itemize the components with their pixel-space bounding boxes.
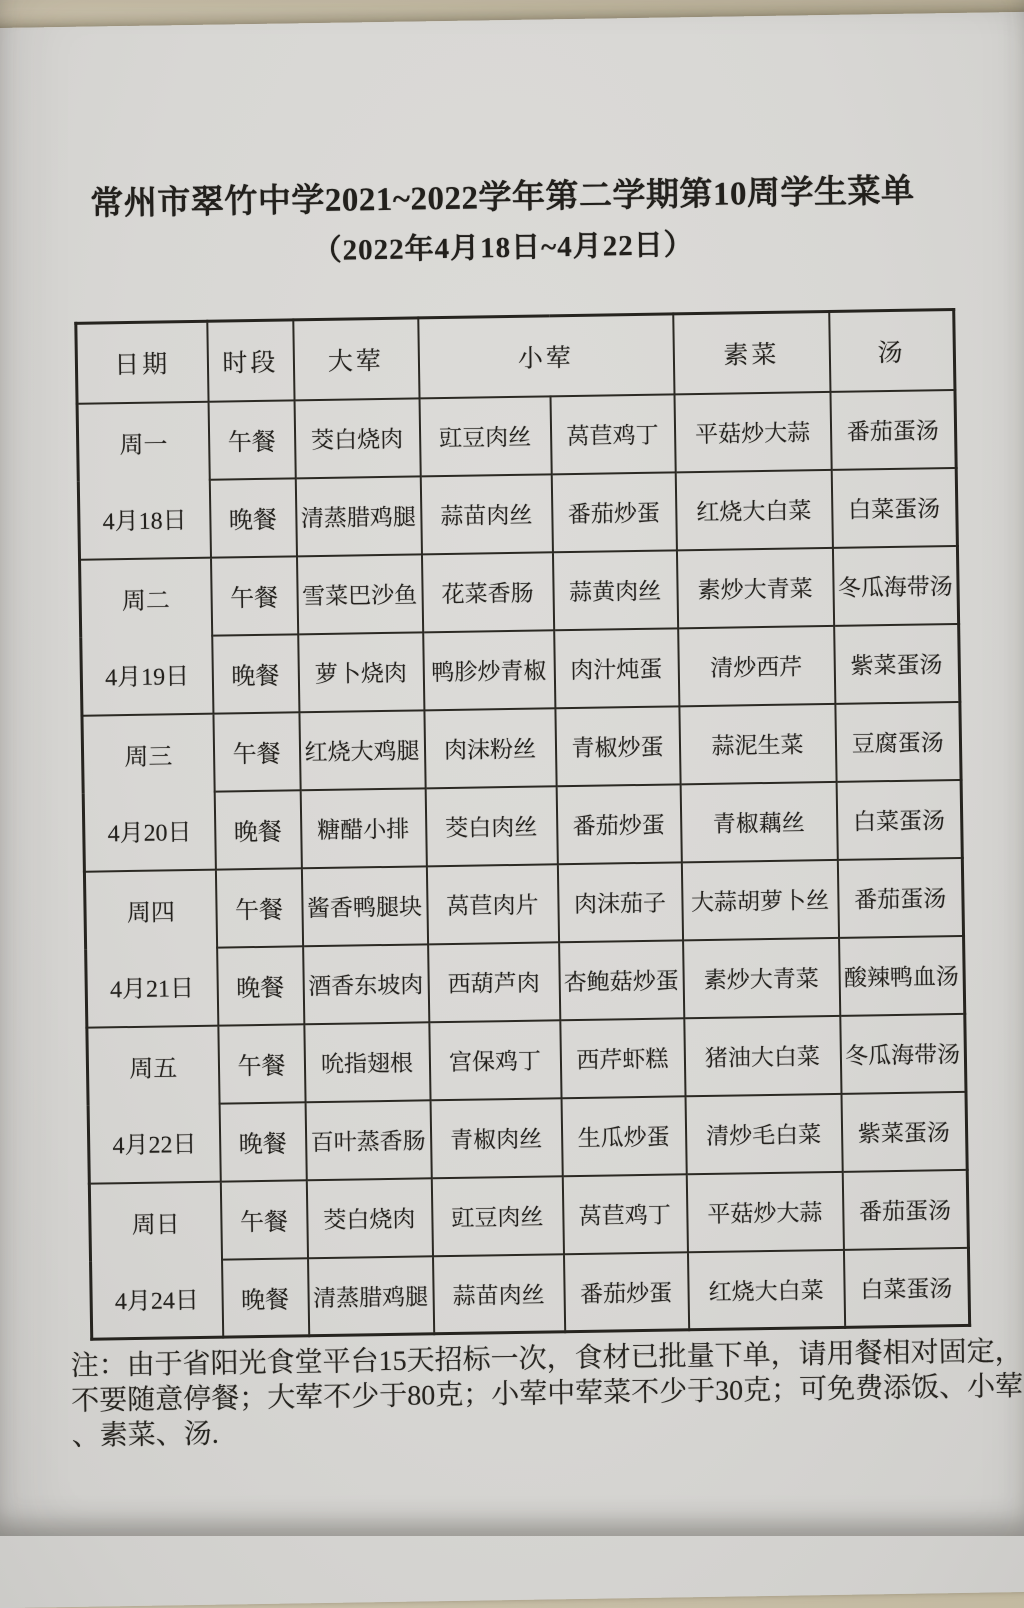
column-header-main-dish: 大荤 xyxy=(293,318,419,400)
menu-row-mon-dinner xyxy=(78,467,957,559)
day-cell-thu xyxy=(84,869,217,1027)
footnote-line: 、素菜、汤. xyxy=(72,1404,1022,1454)
dish-cell: 茭白肉丝 xyxy=(425,786,557,866)
menu-row-fri-lunch xyxy=(87,1013,966,1105)
menu-row-fri-dinner xyxy=(88,1091,967,1183)
dish-cell: 番茄蛋汤 xyxy=(837,857,963,937)
day-date: 4月22日 xyxy=(112,1124,197,1160)
day-date: 4月19日 xyxy=(105,656,190,692)
dish-cell: 白菜蛋汤 xyxy=(836,779,962,859)
dish-cell: 豆腐蛋汤 xyxy=(835,701,961,781)
menu-row-thu-lunch xyxy=(84,857,963,949)
dish-cell: 蒜泥生菜 xyxy=(679,703,836,783)
dish-cell: 红烧大鸡腿 xyxy=(299,710,425,790)
day-cell-wed xyxy=(82,713,215,871)
column-header-soup: 汤 xyxy=(829,310,955,392)
dish-cell: 蒜黄肉丝 xyxy=(552,550,677,630)
dish-cell: 清炒毛白菜 xyxy=(685,1093,842,1173)
footnote-line: 不要随意停餐；大荤不少于80克；小荤中荤菜不少于30克；可免费添饭、小荤 xyxy=(71,1369,1021,1419)
dish-cell: 豇豆肉丝 xyxy=(419,396,551,476)
dish-cell: 猪油大白菜 xyxy=(684,1015,841,1095)
dish-cell: 莴苣肉片 xyxy=(426,864,558,944)
dish-cell: 杏鲍菇炒蛋 xyxy=(559,940,684,1020)
dish-cell: 肉沫粉丝 xyxy=(424,708,556,788)
dish-cell: 花菜香肠 xyxy=(421,552,553,632)
dish-cell: 红烧大白菜 xyxy=(687,1249,844,1329)
dish-cell: 青椒肉丝 xyxy=(430,1098,562,1178)
meal-period-cell: 晚餐 xyxy=(217,946,304,1025)
header-row xyxy=(76,310,955,404)
dish-cell: 西芹虾糕 xyxy=(560,1018,685,1098)
dish-cell: 白菜蛋汤 xyxy=(831,467,957,547)
menu-row-sun-dinner xyxy=(91,1247,970,1339)
dish-cell: 平菇炒大蒜 xyxy=(686,1171,843,1251)
menu-row-tue-dinner xyxy=(81,623,960,715)
dish-cell: 蒜苗肉丝 xyxy=(420,474,552,554)
dish-cell: 肉汁炖蛋 xyxy=(554,628,679,708)
day-date: 4月18日 xyxy=(102,500,187,536)
day-name: 周二 xyxy=(122,580,171,616)
menu-row-sun-lunch xyxy=(89,1169,968,1261)
dish-cell: 茭白烧肉 xyxy=(294,398,420,478)
dish-cell: 素炒大青菜 xyxy=(683,937,840,1017)
dish-cell: 肉沫茄子 xyxy=(557,862,682,942)
meal-period-cell: 午餐 xyxy=(218,1024,305,1103)
page-title: 常州市翠竹中学2021~2022学年第二学期第10周学生菜单 xyxy=(0,170,1024,227)
menu-row-wed-lunch xyxy=(82,701,961,793)
dish-cell: 番茄蛋汤 xyxy=(842,1169,968,1249)
meal-period-cell: 晚餐 xyxy=(212,634,299,713)
dish-cell: 茭白烧肉 xyxy=(306,1178,432,1258)
dish-cell: 清炒西芹 xyxy=(678,625,835,705)
footnote xyxy=(70,1334,1022,1454)
footnote-line: 注：由于省阳光食堂平台15天招标一次，食材已批量下单，请用餐相对固定， xyxy=(70,1334,1020,1384)
day-name: 周一 xyxy=(119,424,168,460)
meal-period-cell: 午餐 xyxy=(213,712,300,791)
dish-cell: 莴苣鸡丁 xyxy=(562,1174,687,1254)
dish-cell: 大蒜胡萝卜丝 xyxy=(681,859,838,939)
page-subtitle: （2022年4月18日~4月22日） xyxy=(0,216,1024,274)
dish-cell: 青椒炒蛋 xyxy=(555,706,680,786)
dish-cell: 酒香东坡肉 xyxy=(303,944,429,1024)
dish-cell: 紫菜蛋汤 xyxy=(841,1091,967,1171)
column-header-period: 时段 xyxy=(207,320,294,401)
meal-period-cell: 午餐 xyxy=(215,868,302,947)
dish-cell: 番茄炒蛋 xyxy=(563,1252,688,1332)
dish-cell: 青椒藕丝 xyxy=(680,781,837,861)
day-cell-fri xyxy=(87,1025,220,1183)
dish-cell: 萝卜烧肉 xyxy=(298,632,424,712)
dish-cell: 番茄蛋汤 xyxy=(830,389,956,469)
column-header-vegetable: 素菜 xyxy=(673,311,830,393)
menu-row-thu-dinner xyxy=(86,935,965,1027)
dish-cell: 清蒸腊鸡腿 xyxy=(308,1256,434,1336)
day-date: 4月24日 xyxy=(115,1280,200,1316)
column-header-date: 日期 xyxy=(76,321,208,403)
day-date: 4月20日 xyxy=(107,812,192,848)
dish-cell: 冬瓜海带汤 xyxy=(840,1013,966,1093)
menu-table xyxy=(74,308,971,1341)
meal-period-cell: 午餐 xyxy=(210,556,297,635)
dish-cell: 白菜蛋汤 xyxy=(843,1247,969,1327)
menu-row-tue-lunch xyxy=(80,545,959,637)
dish-cell: 宫保鸡丁 xyxy=(429,1020,561,1100)
meal-period-cell: 晚餐 xyxy=(214,790,301,869)
day-name: 周日 xyxy=(131,1204,180,1240)
dish-cell: 酸辣鸭血汤 xyxy=(839,935,965,1015)
dish-cell: 清蒸腊鸡腿 xyxy=(295,476,421,556)
meal-period-cell: 午餐 xyxy=(208,400,295,479)
menu-paper-sheet xyxy=(0,12,1024,1608)
menu-row-wed-dinner xyxy=(83,779,962,871)
column-header-half-meat: 小荤 xyxy=(418,314,674,398)
meal-period-cell: 晚餐 xyxy=(222,1258,309,1337)
day-cell-tue xyxy=(80,557,213,715)
dish-cell: 生瓜炒蛋 xyxy=(561,1096,686,1176)
dish-cell: 莴苣鸡丁 xyxy=(550,394,675,474)
dish-cell: 酱香鸭腿块 xyxy=(301,866,427,946)
day-name: 周五 xyxy=(129,1048,178,1084)
dish-cell: 素炒大青菜 xyxy=(676,547,833,627)
meal-period-cell: 晚餐 xyxy=(209,478,296,557)
dish-cell: 蒜苗肉丝 xyxy=(432,1254,564,1334)
dish-cell: 番茄炒蛋 xyxy=(556,784,681,864)
dish-cell: 红烧大白菜 xyxy=(675,469,832,549)
day-name: 周三 xyxy=(124,736,173,772)
dish-cell: 紫菜蛋汤 xyxy=(834,623,960,703)
dish-cell: 西葫芦肉 xyxy=(428,942,560,1022)
day-name: 周四 xyxy=(127,892,176,928)
dish-cell: 鸭胗炒青椒 xyxy=(423,630,555,710)
day-cell-mon xyxy=(77,401,210,559)
dish-cell: 平菇炒大蒜 xyxy=(674,391,831,471)
dish-cell: 百叶蒸香肠 xyxy=(305,1100,431,1180)
day-date: 4月21日 xyxy=(110,968,195,1004)
dish-cell: 冬瓜海带汤 xyxy=(832,545,958,625)
title-block xyxy=(0,170,1024,275)
menu-row-mon-lunch xyxy=(77,389,956,481)
dish-cell: 雪菜巴沙鱼 xyxy=(296,554,422,634)
day-cell-sun xyxy=(89,1181,222,1339)
dish-cell: 吮指翅根 xyxy=(304,1022,430,1102)
dish-cell: 糖醋小排 xyxy=(300,788,426,868)
dish-cell: 豇豆肉丝 xyxy=(431,1176,563,1256)
meal-period-cell: 晚餐 xyxy=(219,1102,306,1181)
dish-cell: 番茄炒蛋 xyxy=(551,472,676,552)
meal-period-cell: 午餐 xyxy=(220,1180,307,1259)
